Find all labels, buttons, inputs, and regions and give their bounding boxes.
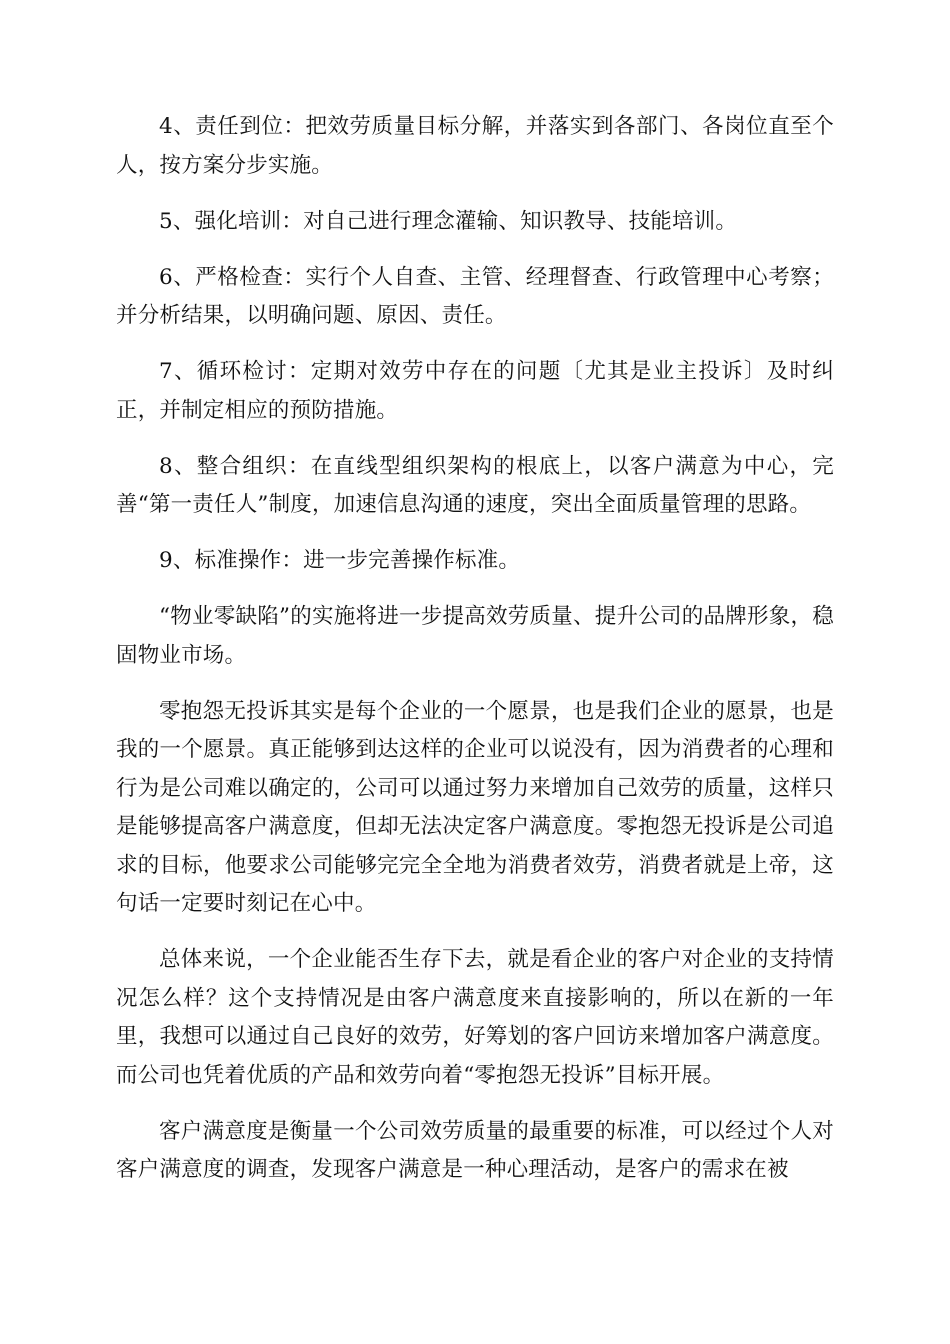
paragraph-responsibility: 4、责任到位：把效劳质量目标分解，并落实到各部门、各岗位直至个人，按方案分步实施。 xyxy=(116,114,834,178)
paragraph-review: 7、循环检讨：定期对效劳中存在的问题〔尤其是业主投诉〕及时纠正，并制定相应的预防措施。 xyxy=(116,359,834,423)
paragraph-inspection: 6、严格检查：实行个人自查、主管、经理督查、行政管理中心考察；并分析结果，以明确问题、原因、责任。 xyxy=(116,264,834,328)
paragraph-zero-complaint: 零抱怨无投诉其实是每个企业的一个愿景，也是我们企业的愿景，也是我的一个愿景。真正能够到达这样的企业可以说没有，因为消费者的心理和行为是公司难以确定的，公司可以通过努力来增加自己效劳的质量，这样只是能够提高客户满意度，但却无法决定客户满意度。零抱怨无投诉是公司追求的目标，他要求公司能够完完全全地为消费者效劳，消费者就是上帝，这句话一定要时刻记在心中。 xyxy=(116,698,834,916)
paragraph-customer-satisfaction: 客户满意度是衡量一个公司效劳质量的最重要的标准，可以经过个人对客户满意度的调查，发现客户满意是一种心理活动，是客户的需求在被 xyxy=(116,1118,834,1182)
paragraph-organization: 8、整合组织：在直线型组织架构的根底上，以客户满意为中心，完善“第一责任人”制度，加速信息沟通的速度，突出全面质量管理的思路。 xyxy=(116,453,834,517)
paragraph-summary: 总体来说，一个企业能否生存下去，就是看企业的客户对企业的支持情况怎么样？这个支持情况是由客户满意度来直接影响的，所以在新的一年里，我想可以通过自己良好的效劳，好筹划的客户回访来增加客户满意度。而公司也凭着优质的产品和效劳向着“零抱怨无投诉”目标开展。 xyxy=(116,947,834,1088)
paragraph-zero-defect: “物业零缺陷”的实施将进一步提高效劳质量、提升公司的品牌形象，稳固物业市场。 xyxy=(116,604,834,668)
document-page xyxy=(116,108,834,1207)
paragraph-training: 5、强化培训：对自己进行理念灌输、知识教导、技能培训。 xyxy=(159,208,738,234)
paragraph-standard-operation: 9、标准操作：进一步完善操作标准。 xyxy=(159,548,521,573)
